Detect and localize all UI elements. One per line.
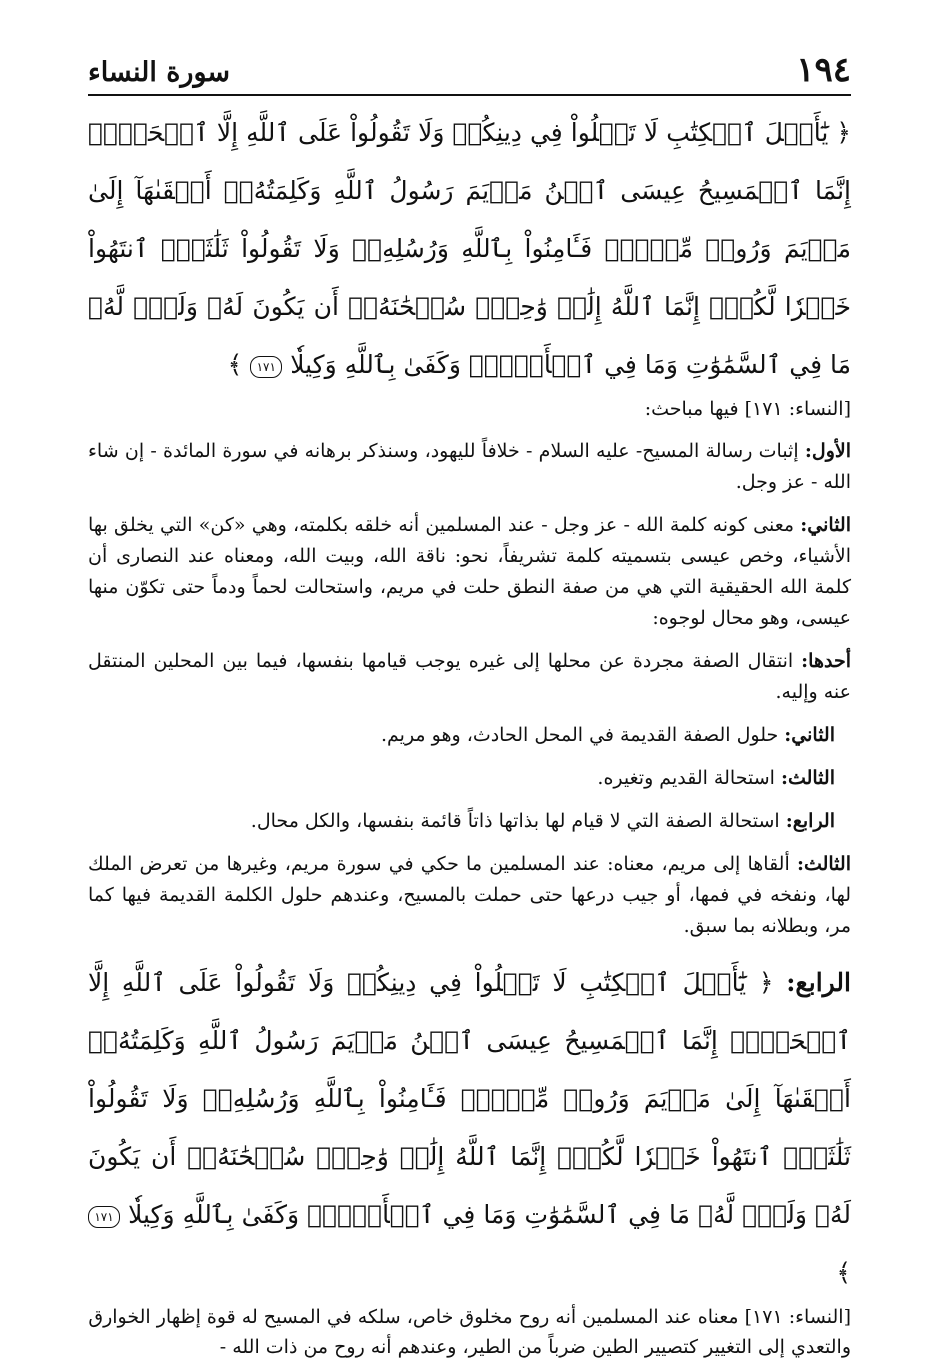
verse-text: ﴿ يَٰٓأَهۡلَ ٱلۡكِتَٰبِ لَا تَغۡلُواْ فِي دِينِكُمۡ وَلَا تَقُولُواْ عَلَى ٱللَّهِ إِلَّا ٱلۡحَقَّۚ إِنَّمَا ٱلۡمَسِيحُ عِيسَى ٱبۡنُ مَرۡيَمَ رَسُولُ ٱللَّهِ وَكَلِمَتُهُۥٓ أَلۡقَىٰهَآ إِلَىٰ مَرۡيَمَ وَرُوحٞ مِّنۡهُۖ فَـَٔامِنُواْ بِٱللَّهِ وَرُسُلِهِۦۖ وَلَا تَقُولُواْ ثَلَٰثَةٌۚ ٱنتَهُواْ خَيۡرٗا لَّكُمۡۚ إِنَّمَا ٱللَّهُ إِلَٰهٞ وَٰحِدٞۖ سُبۡحَٰنَهُۥٓ أَن يَكُونَ لَهُۥ وَلَدٞۘ لَّهُۥ مَا فِي ٱلسَّمَٰوَٰتِ وَمَا فِي ٱلۡأَرۡضِۗ وَكَفَىٰ بِٱللَّهِ وَكِيلٗا bbox=[88, 968, 852, 1229]
paragraph-text: إثبات رسالة المسيح- عليه السلام - خلافاً لليهود، وسنذكر برهانه في سورة المائدة - إن شاء الله - عز وجل. bbox=[88, 440, 851, 493]
paragraph bbox=[88, 849, 851, 942]
verse-close-bracket: ﴾ bbox=[227, 350, 243, 379]
quran-verse bbox=[88, 954, 851, 1302]
paragraph-text: ألقاها إلى مريم، معناه: عند المسلمين ما حكي في سورة مريم، وغيرها من تعرض الملك لها، ونفخه في فمها، أو جيب درعها حتى حملت بالمسيح، وعندهم حلول الكلمة القديمة فيها كما مر، وبطلانه بما سبق. bbox=[88, 853, 851, 937]
paragraph-label: الرابع: bbox=[785, 810, 835, 832]
paragraph-label: الثالث: bbox=[796, 853, 851, 875]
paragraph-label: الأول: bbox=[804, 440, 851, 462]
verse-number-badge: ١٧١ bbox=[88, 1206, 120, 1228]
paragraph-label: الثالث: bbox=[780, 767, 835, 789]
paragraph bbox=[88, 720, 851, 751]
paragraph-label: أحدها: bbox=[801, 650, 851, 672]
paragraph bbox=[88, 436, 851, 498]
paragraph bbox=[88, 763, 851, 794]
paragraph-label: الثاني: bbox=[800, 514, 851, 536]
paragraph-text: حلول الصفة القديمة في المحل الحادث، وهو مريم. bbox=[380, 724, 785, 746]
quran-verse bbox=[88, 104, 851, 394]
verse-text: ﴿ يَٰٓأَهۡلَ ٱلۡكِتَٰبِ لَا تَغۡلُواْ فِي دِينِكُمۡ وَلَا تَقُولُواْ عَلَى ٱللَّهِ إِلَّا ٱلۡحَقَّۚ إِنَّمَا ٱلۡمَسِيحُ عِيسَى ٱبۡنُ مَرۡيَمَ رَسُولُ ٱللَّهِ وَكَلِمَتُهُۥٓ أَلۡقَىٰهَآ إِلَىٰ مَرۡيَمَ وَرُوحٞ مِّنۡهُۖ فَـَٔامِنُواْ بِٱللَّهِ وَرُسُلِهِۦۖ وَلَا تَقُولُواْ ثَلَٰثَةٌۚ ٱنتَهُواْ خَيۡرٗا لَّكُمۡۚ إِنَّمَا ٱللَّهُ إِلَٰهٞ وَٰحِدٞۖ سُبۡحَٰنَهُۥٓ أَن يَكُونَ لَهُۥ وَلَدٞۘ لَّهُۥ مَا فِي ٱلسَّمَٰوَٰتِ وَمَا فِي ٱلۡأَرۡضِۗ وَكَفَىٰ بِٱللَّهِ وَكِيلٗا bbox=[88, 118, 851, 379]
surah-title: سورة النساء bbox=[88, 57, 231, 88]
page-number: ١٩٤ bbox=[796, 50, 851, 90]
verse-reference: [النساء: ١٧١] معناه عند المسلمين أنه روح مخلوق خاص، سلكه في المسيح له قوة إظهار الخوارق والتعدي إلى التغيير كتصيير الطين ضرباً من الطير، وعندهم أنه روح من ذات الله - bbox=[88, 1306, 851, 1358]
verse-close-bracket: ﴾ bbox=[836, 1258, 851, 1287]
paragraph-text: استحالة الصفة التي لا قيام لها بذاتها ذاتاً قائمة بنفسها، والكل محال. bbox=[250, 810, 786, 832]
paragraph bbox=[88, 510, 851, 634]
verse-reference: [النساء: ١٧١] فيها مباحث: bbox=[644, 398, 851, 420]
paragraph bbox=[88, 646, 851, 708]
paragraph-text: انتقال الصفة مجردة عن محلها إلى غيره يوجب قيامها بنفسها، فيما بين المحلين المنتقل عنه وإليه. bbox=[88, 650, 851, 703]
verse-number-badge: ١٧١ bbox=[250, 356, 282, 378]
paragraph-text: معنى كونه كلمة الله - عز وجل - عند المسلمين أنه خلقه بكلمته، وهي «كن» التي يخلق بها الأشياء، وخص عيسى بتسميته كلمة تشريفاً، نحو: ناقة الله، وبيت الله، ومعناه عند النصارى أن كلمة الله الحقيقية التي هي من صفة النطق حلت في مريم، واستحالت لحماً ودماً حتى تكوّن منها عيسى، وهو محال لوجوه: bbox=[88, 514, 851, 629]
paragraph-label: الثاني: bbox=[784, 724, 835, 746]
paragraph bbox=[88, 806, 851, 837]
page-body bbox=[88, 104, 851, 1362]
page-header bbox=[88, 46, 851, 96]
paragraph-text: استحالة القديم وتغيره. bbox=[597, 767, 781, 789]
paragraph-label: الرابع: bbox=[786, 968, 851, 997]
